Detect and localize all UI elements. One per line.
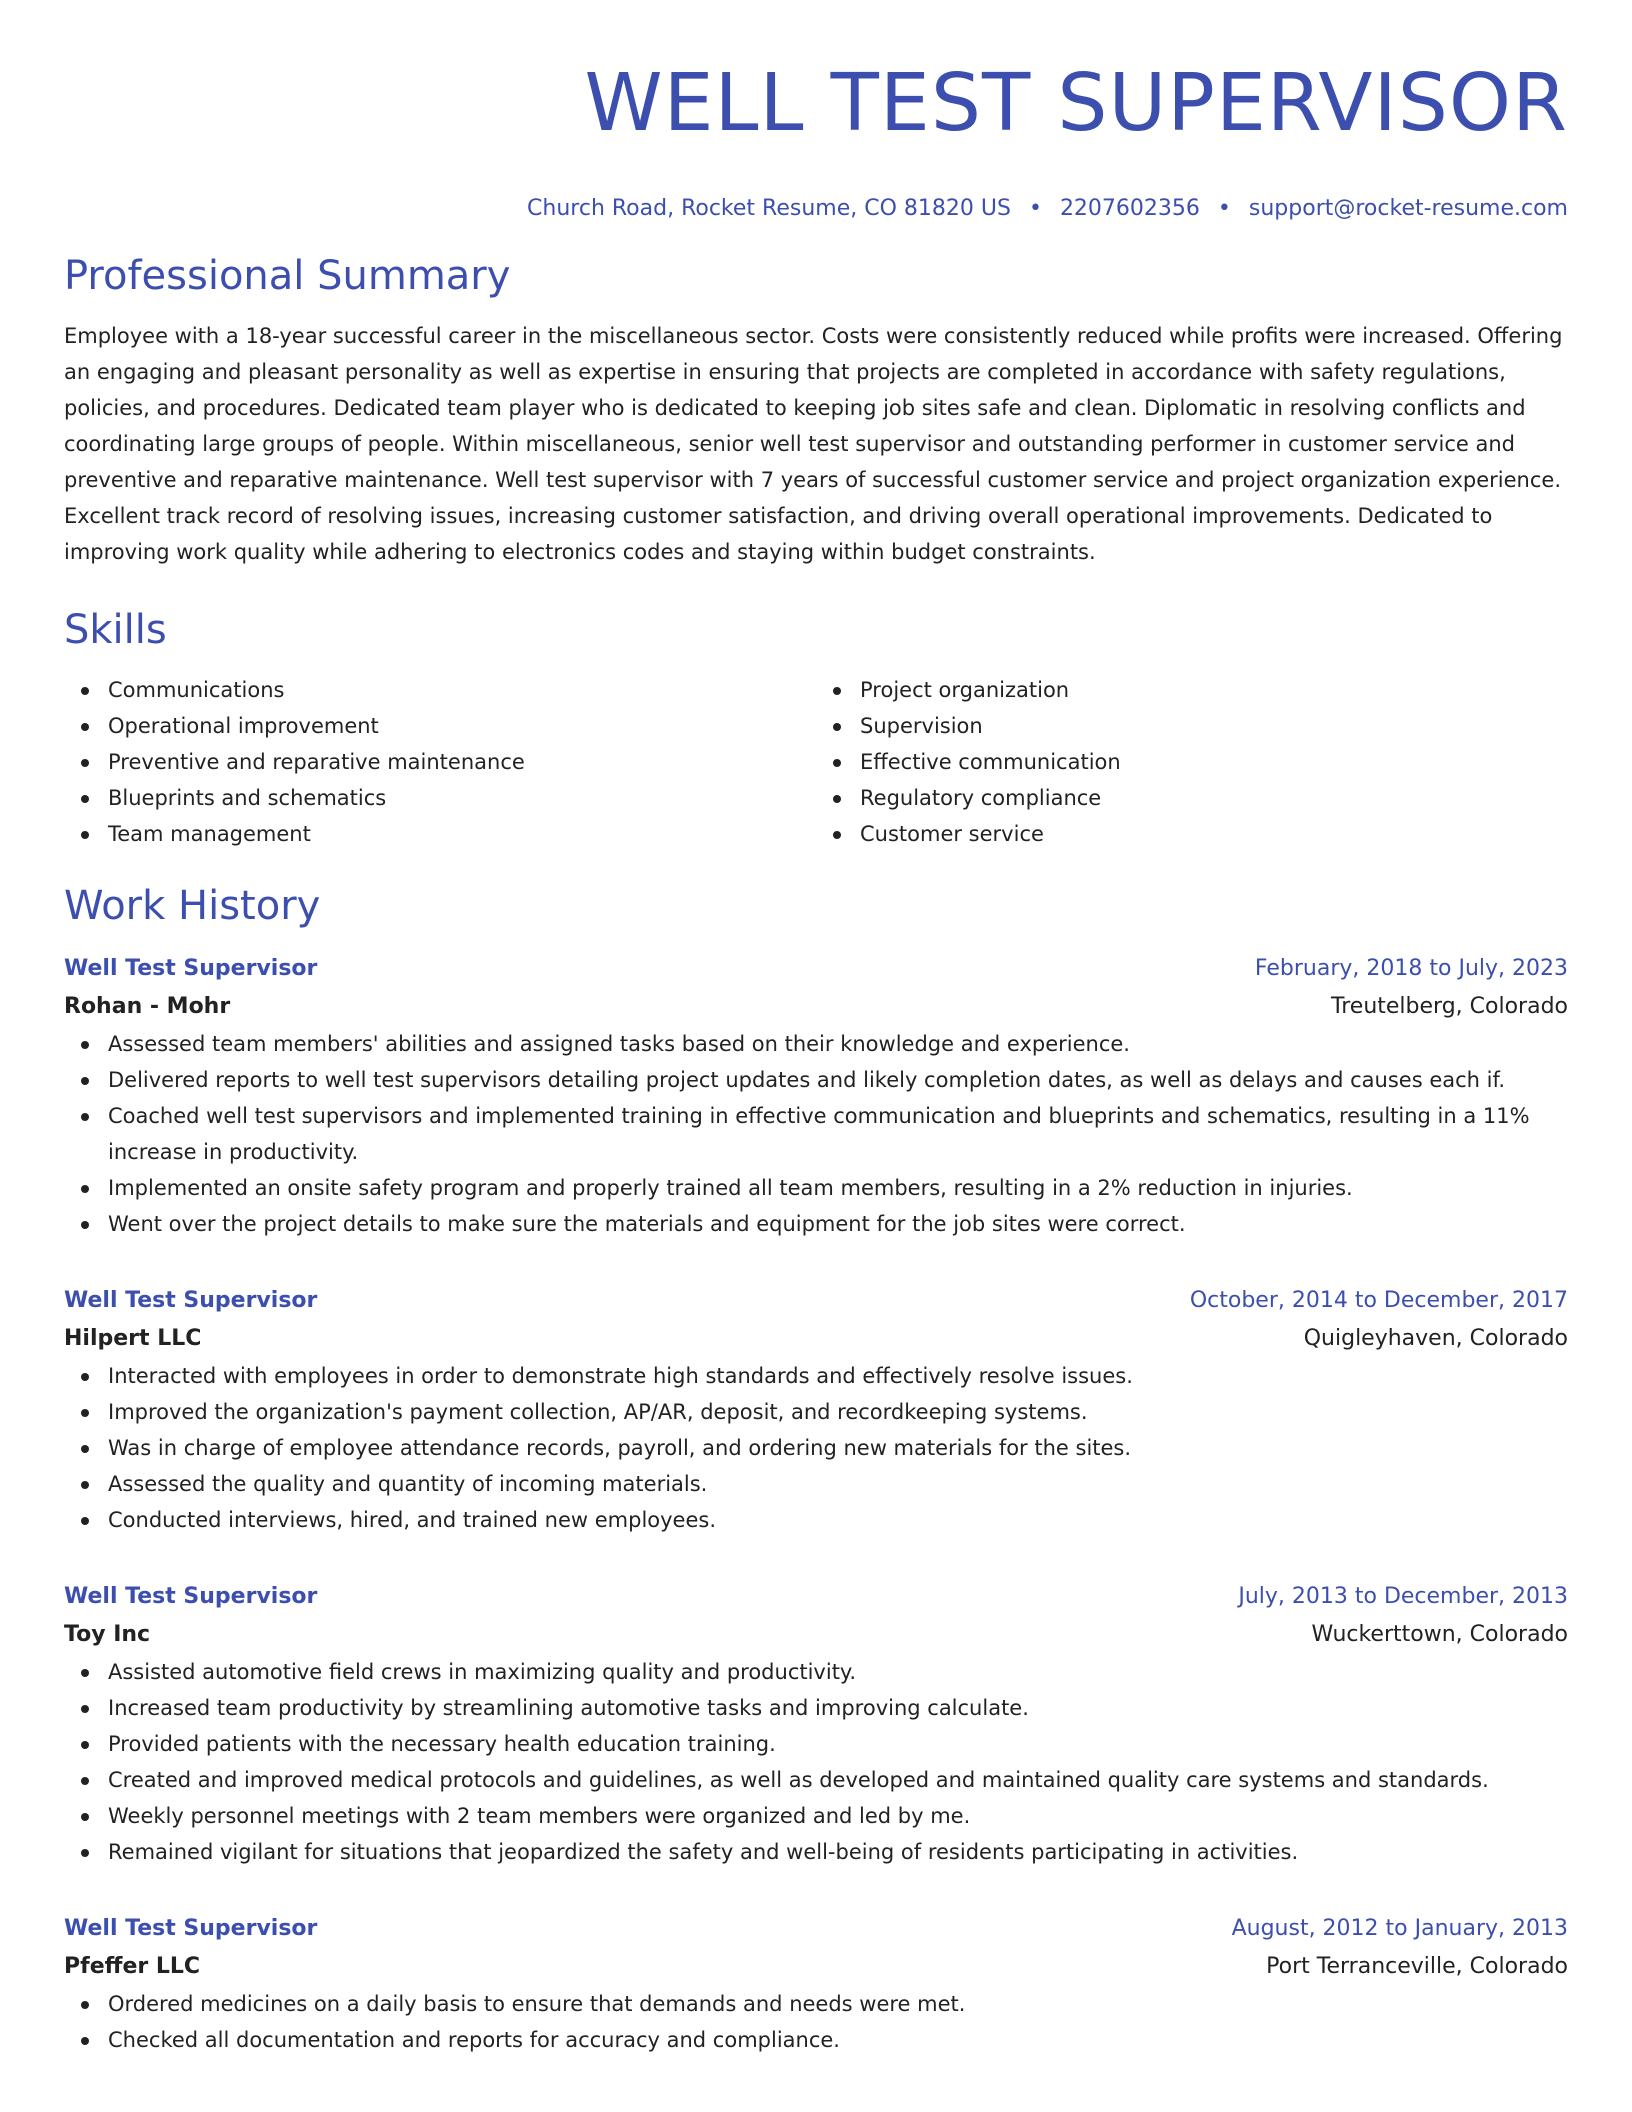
skills-heading: Skills (64, 607, 167, 653)
job-location: Wuckerttown, Colorado (1311, 1622, 1568, 1647)
job-location: Quigleyhaven, Colorado (1303, 1326, 1568, 1351)
job-bullet: Remained vigilant for situations that jeopardized the safety and well-being of residents participating in activities. (64, 1834, 1568, 1870)
resume-header (64, 0, 1568, 224)
job-bullet: Went over the project details to make sure the materials and equipment for the job sites were correct. (64, 1206, 1568, 1242)
job-entry (64, 1578, 1568, 1870)
job-dates: August, 2012 to January, 2013 (1231, 1916, 1568, 1941)
contact-email[interactable]: support@rocket-resume.com (1248, 196, 1568, 221)
job-title: Well Test Supervisor (64, 1916, 318, 1941)
job-title-row (64, 1282, 1568, 1320)
work-history-heading: Work History (64, 883, 321, 929)
job-company: Rohan - Mohr (64, 994, 231, 1019)
skills-column-right (816, 672, 1568, 852)
skill-item: Preventive and reparative maintenance (64, 744, 816, 780)
skill-item: Customer service (816, 816, 1568, 852)
skill-item: Team management (64, 816, 816, 852)
job-title-row (64, 1910, 1568, 1948)
skill-item: Regulatory compliance (816, 780, 1568, 816)
job-bullet: Improved the organization's payment collection, AP/AR, deposit, and recordkeeping systems. (64, 1394, 1568, 1430)
job-company-row (64, 988, 1568, 1026)
job-title: Well Test Supervisor (64, 1288, 318, 1313)
contact-separator: • (1217, 196, 1231, 221)
job-bullet-list (64, 1026, 1568, 1242)
job-bullet-list (64, 1986, 1568, 2058)
job-entry (64, 950, 1568, 1242)
skill-item: Communications (64, 672, 816, 708)
contact-address: Church Road, Rocket Resume, CO 81820 US (527, 196, 1011, 221)
summary-section (64, 246, 1568, 570)
job-dates: July, 2013 to December, 2013 (1238, 1584, 1568, 1609)
job-bullet-list (64, 1654, 1568, 1870)
skill-item: Project organization (816, 672, 1568, 708)
job-bullet: Implemented an onsite safety program and properly trained all team members, resulting in a 2% reduction in injuries. (64, 1170, 1568, 1206)
contact-phone: 2207602356 (1059, 196, 1200, 221)
job-company-row (64, 1616, 1568, 1654)
contact-separator: • (1028, 196, 1042, 221)
skill-item: Blueprints and schematics (64, 780, 816, 816)
skills-grid (64, 672, 1568, 852)
job-bullet: Provided patients with the necessary health education training. (64, 1726, 1568, 1762)
job-bullet: Assessed the quality and quantity of incoming materials. (64, 1466, 1568, 1502)
job-bullet: Conducted interviews, hired, and trained new employees. (64, 1502, 1568, 1538)
skill-item: Operational improvement (64, 708, 816, 744)
job-title: Well Test Supervisor (64, 956, 318, 981)
job-dates: February, 2018 to July, 2023 (1254, 956, 1568, 981)
skills-section (64, 600, 1568, 852)
job-bullet: Checked all documentation and reports for accuracy and compliance. (64, 2022, 1568, 2058)
job-title: Well Test Supervisor (64, 1584, 318, 1609)
job-bullet: Coached well test supervisors and implemented training in effective communication and blueprints and schematics, resulting in a 11% increase in productivity. (64, 1098, 1568, 1170)
job-bullet: Interacted with employees in order to demonstrate high standards and effectively resolve issues. (64, 1358, 1568, 1394)
work-history-section (64, 876, 1568, 2058)
job-entry (64, 1910, 1568, 2058)
job-bullet: Increased team productivity by streamlining automotive tasks and improving calculate. (64, 1690, 1568, 1726)
contact-line (64, 194, 1568, 224)
skills-column-left (64, 672, 816, 852)
job-title-row (64, 950, 1568, 988)
job-title-row (64, 1578, 1568, 1616)
job-bullet: Weekly personnel meetings with 2 team members were organized and led by me. (64, 1798, 1568, 1834)
job-bullet-list (64, 1358, 1568, 1538)
job-bullet: Assessed team members' abilities and assigned tasks based on their knowledge and experience. (64, 1026, 1568, 1062)
candidate-name: WELL TEST SUPERVISOR (584, 57, 1568, 149)
job-company-row (64, 1320, 1568, 1358)
job-location: Treutelberg, Colorado (1331, 994, 1568, 1019)
job-bullet: Assisted automotive field crews in maximizing quality and productivity. (64, 1654, 1568, 1690)
job-location: Port Terranceville, Colorado (1266, 1954, 1568, 1979)
skill-item: Supervision (816, 708, 1568, 744)
job-bullet: Created and improved medical protocols and guidelines, as well as developed and maintained quality care systems and standards. (64, 1762, 1568, 1798)
summary-heading: Professional Summary (64, 253, 511, 299)
job-bullet: Was in charge of employee attendance records, payroll, and ordering new materials for the sites. (64, 1430, 1568, 1466)
job-entry (64, 1282, 1568, 1538)
skill-item: Effective communication (816, 744, 1568, 780)
job-company: Toy Inc (64, 1622, 151, 1647)
job-company: Pfeffer LLC (64, 1954, 201, 1979)
job-dates: October, 2014 to December, 2017 (1189, 1288, 1568, 1313)
summary-text: Employee with a 18-year successful career in the miscellaneous sector. Costs were consistently reduced while profits were increased. Offering an engaging and pleasant personality as well as expertise in ensuring that projects are completed in accordance with safety regulations, policies, and procedures. Dedicated team player who is dedicated to keeping job sites safe and clean. Diplomatic in resolving conflicts and coordinating large groups of people. Within miscellaneous, senior well test supervisor and outstanding performer in customer service and preventive and reparative maintenance. Well test supervisor with 7 years of successful customer service and project organization experience. Excellent track record of resolving issues, increasing customer satisfaction, and driving overall operational improvements. Dedicated to improving work quality while adhering to electronics codes and staying within budget constraints. (64, 324, 1563, 564)
job-bullet: Ordered medicines on a daily basis to ensure that demands and needs were met. (64, 1986, 1568, 2022)
job-company-row (64, 1948, 1568, 1986)
job-bullet: Delivered reports to well test supervisors detailing project updates and likely completion dates, as well as delays and causes each if. (64, 1062, 1568, 1098)
job-company: Hilpert LLC (64, 1326, 202, 1351)
